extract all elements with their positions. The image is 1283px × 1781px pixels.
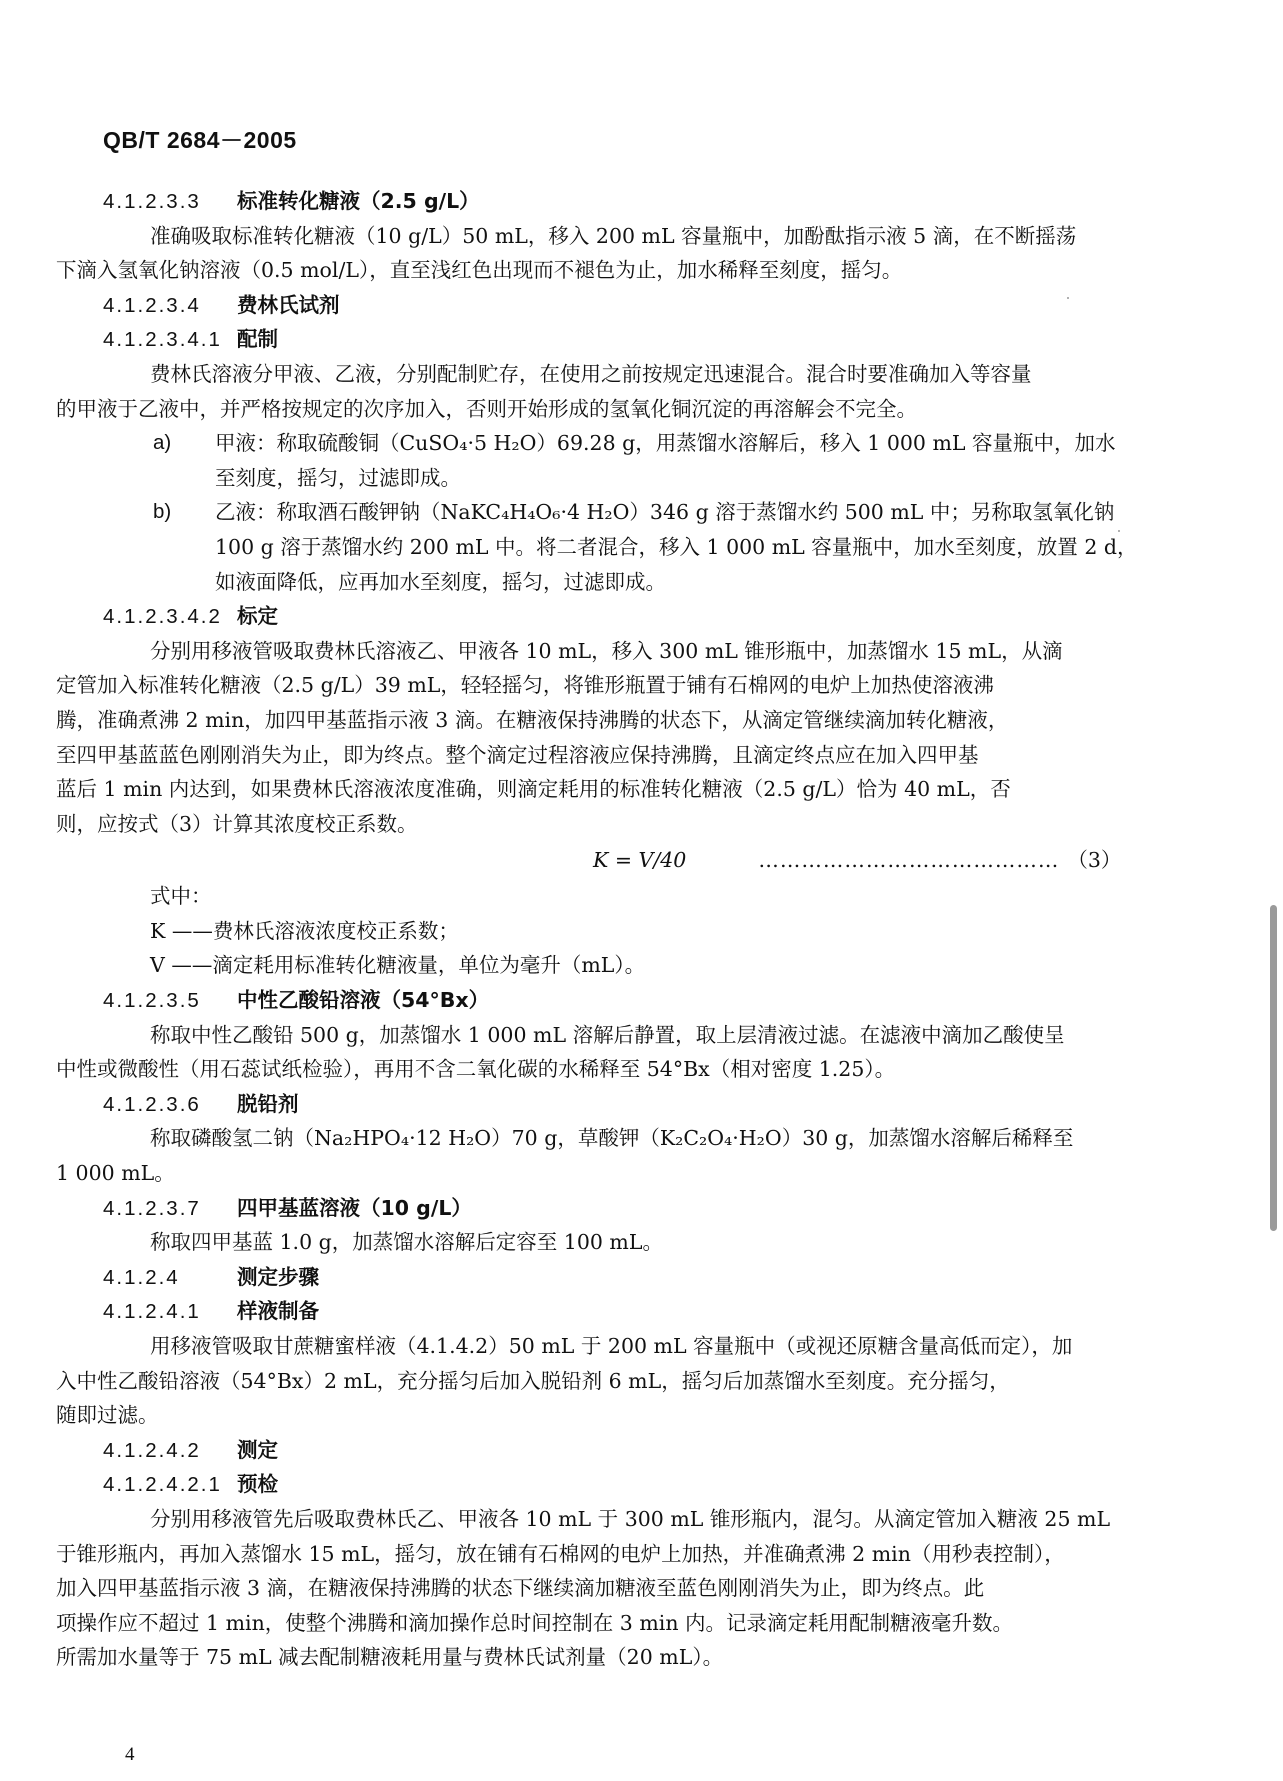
where-intro: 式中： (150, 884, 212, 909)
section-title: 费林氏试剂 (237, 292, 340, 317)
section-heading (103, 1087, 1173, 1122)
text-line: 腾，准确煮沸 2 min，加四甲基蓝指示液 3 滴。在糖液保持沸腾的状态下，从滴定管继续滴加转化糖液， (56, 707, 1009, 732)
section-number: 4.1.2.3.4.2 (103, 605, 222, 629)
formula-3 (103, 841, 1173, 879)
section-number: 4.1.2.3.6 (103, 1092, 201, 1116)
text-line: 甲液：称取硫酸铜（CuSO₄·5 H₂O）69.28 g，用蒸馏水溶解后，移入 1 000 mL 容量瓶中，加水 (215, 431, 1116, 456)
text-line: 于锥形瓶内，再加入蒸馏水 15 mL，摇匀，放在铺有石棉网的电炉上加热，并准确煮沸 2 min（用秒表控制）， (56, 1541, 1065, 1566)
section-number: 4.1.2.4.2.1 (103, 1473, 222, 1497)
section-number: 4.1.2.3.3 (103, 190, 201, 213)
formula-number: （3） (1067, 847, 1122, 872)
formula-leader-dots: …………………………………… (758, 847, 1060, 872)
section-number: 4.1.2.3.4 (103, 293, 201, 317)
text-line: 加入四甲基蓝指示液 3 滴，在糖液保持沸腾的状态下继续滴加糖液至蓝色刚刚消失为止，即为终点。此 (56, 1576, 985, 1601)
text-line: 费林氏溶液分甲液、乙液，分别配制贮存，在使用之前按规定迅速混合。混合时要准确加入等容量 (150, 361, 1032, 386)
text-line: 随即过滤。 (56, 1403, 159, 1428)
text-line: 中性或微酸性（用石蕊试纸检验），再用不含二氧化碳的水稀释至 54°Bx（相对密度 1.25）。 (56, 1057, 896, 1082)
paragraph (56, 634, 1173, 842)
sections-part-1 (56, 184, 1173, 841)
section-heading (103, 1294, 1173, 1329)
formula-expression: K = V/40 (593, 847, 687, 872)
text-line: 称取四甲基蓝 1.0 g，加蒸馏水溶解后定容至 100 mL。 (150, 1230, 663, 1255)
paragraph (56, 1121, 1173, 1190)
text-line: 分别用移液管先后吸取费林氏乙、甲液各 10 mL 于 300 mL 锥形瓶内，混匀。从滴定管加入糖液 25 mL (150, 1506, 1111, 1531)
formula-where-block (103, 879, 1173, 983)
list-item (103, 426, 1173, 495)
section-number: 4.1.2.4.2 (103, 1438, 201, 1462)
section-title: 测定步骤 (237, 1264, 319, 1289)
text-line: 入中性乙酸铅溶液（54°Bx）2 mL，充分摇匀后加入脱铅剂 6 mL，摇匀后加蒸馏水至刻度。充分摇匀， (56, 1368, 1010, 1393)
section-title: 四甲基蓝溶液（10 g/L） (237, 1195, 472, 1220)
section-heading (103, 1260, 1173, 1295)
text-line: 项操作应不超过 1 min，使整个沸腾和滴加操作总时间控制在 3 min 内。记录滴定耗用配制糖液毫升数。 (56, 1610, 1014, 1635)
page-number: 4 (125, 1744, 135, 1765)
text-line: 至刻度，摇匀，过滤即成。 (215, 465, 461, 490)
where-def-k: K ——费林氏溶液浓度校正系数； (150, 918, 459, 943)
section-heading (103, 288, 1173, 323)
section-heading (103, 599, 1173, 634)
paragraph (56, 1329, 1173, 1433)
text-line: 蓝后 1 min 内达到，如果费林氏溶液浓度准确，则滴定耗用的标准转化糖液（2.5 g/L）恰为 40 mL，否 (56, 777, 1011, 802)
section-number: 4.1.2.4.1 (103, 1300, 201, 1324)
scrollbar-thumb[interactable] (1270, 905, 1277, 1231)
section-number: 4.1.2.3.7 (103, 1196, 201, 1220)
section-title: 预检 (237, 1472, 278, 1497)
section-title: 配制 (237, 327, 278, 352)
list-item (103, 495, 1173, 599)
section-number: 4.1.2.4 (103, 1265, 180, 1289)
section-title: 脱铅剂 (237, 1091, 299, 1116)
section-heading (103, 1433, 1173, 1468)
section-heading (103, 1191, 1173, 1226)
scan-speck (1118, 530, 1120, 532)
list-item-label: a) (153, 431, 172, 455)
text-line: 乙液：称取酒石酸钾钠（NaKC₄H₄O₆·4 H₂O）346 g 溶于蒸馏水约 500 mL 中；另称取氢氧化钠 (215, 500, 1115, 525)
sections-part-2 (56, 983, 1173, 1675)
text-line: 准确吸取标准转化糖液（10 g/L）50 mL，移入 200 mL 容量瓶中，加酚酞指示液 5 滴，在不断摇荡 (150, 223, 1077, 248)
text-line: 称取磷酸氢二钠（Na₂HPO₄·12 H₂O）70 g，草酸钾（K₂C₂O₄·H₂O）30 g，加蒸馏水溶解后稀释至 (150, 1126, 1074, 1151)
document-body (56, 184, 1173, 1675)
text-line: 1 000 mL。 (56, 1161, 175, 1186)
section-heading (103, 184, 1173, 219)
section-title: 标定 (237, 604, 278, 629)
text-line: 的甲液于乙液中，并严格按规定的次序加入，否则开始形成的氢氧化铜沉淀的再溶解会不完全。 (56, 396, 917, 421)
section-heading (103, 983, 1173, 1018)
text-line: 分别用移液管吸取费林氏溶液乙、甲液各 10 mL，移入 300 mL 锥形瓶中，加蒸馏水 15 mL，从滴 (150, 638, 1063, 663)
section-title: 测定 (237, 1437, 278, 1462)
scan-speck (1067, 297, 1069, 299)
text-line: 用移液管吸取甘蔗糖蜜样液（4.1.4.2）50 mL 于 200 mL 容量瓶中（或视还原糖含量高低而定），加 (150, 1334, 1073, 1358)
section-title: 中性乙酸铅溶液（54°Bx） (237, 988, 490, 1013)
list-item-text (215, 495, 1173, 599)
paragraph (103, 1225, 1173, 1260)
paragraph (56, 1502, 1173, 1675)
section-heading (103, 1467, 1173, 1502)
section-heading (103, 322, 1173, 357)
standard-code-header: QB/T 2684－2005 (103, 127, 297, 153)
text-line: 下滴入氢氧化钠溶液（0.5 mol/L），直至浅红色出现而不褪色为止，加水稀释至刻度，摇匀。 (56, 258, 903, 283)
text-line: 称取中性乙酸铅 500 g，加蒸馏水 1 000 mL 溶解后静置，取上层清液过滤。在滤液中滴加乙酸使呈 (150, 1022, 1065, 1047)
list-item-text (215, 426, 1173, 495)
text-line: 至四甲基蓝蓝色刚刚消失为止，即为终点。整个滴定过程溶液应保持沸腾，且滴定终点应在加入四甲基 (56, 742, 979, 767)
section-number: 4.1.2.3.5 (103, 989, 201, 1013)
section-number: 4.1.2.3.4.1 (103, 328, 222, 352)
paragraph (56, 219, 1173, 288)
section-title: 标准转化糖液（2.5 g/L） (237, 189, 480, 213)
where-def-v: V ——滴定耗用标准转化糖液量，单位为毫升（mL）。 (150, 953, 646, 978)
text-line: 100 g 溶于蒸馏水约 200 mL 中。将二者混合，移入 1 000 mL 容量瓶中，加水至刻度，放置 2 d， (215, 534, 1138, 559)
text-line: 如液面降低，应再加水至刻度，摇匀，过滤即成。 (215, 569, 666, 594)
text-line: 所需加水量等于 75 mL 减去配制糖液耗用量与费林氏试剂量（20 mL）。 (56, 1645, 724, 1670)
paragraph (56, 357, 1173, 426)
text-line: 定管加入标准转化糖液（2.5 g/L）39 mL，轻轻摇匀，将锥形瓶置于铺有石棉网的电炉上加热使溶液沸 (56, 673, 994, 698)
text-line: 则，应按式（3）计算其浓度校正系数。 (56, 811, 418, 836)
paragraph (56, 1018, 1173, 1087)
list-item-label: b) (153, 500, 172, 524)
section-title: 样液制备 (237, 1299, 319, 1324)
